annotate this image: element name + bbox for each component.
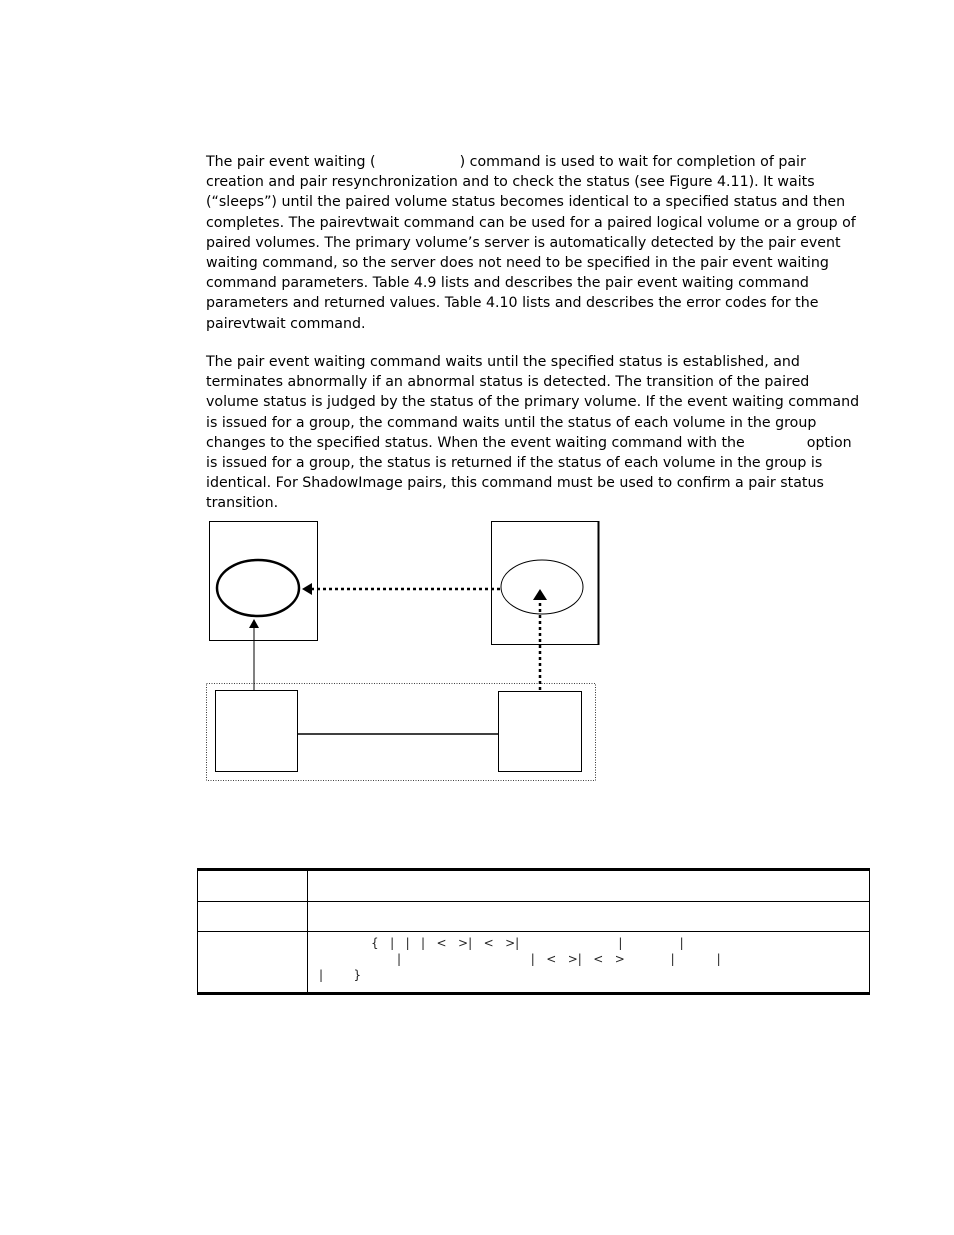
storage-subsystem-dotted-box <box>207 684 596 781</box>
table-column-divider <box>307 868 308 995</box>
paragraph-text: option is issued for a group, the status is returned if the status of each volume in the group is identical. For ShadowImage pairs, this command must be used to confirm a pair status transition. <box>206 434 852 512</box>
paragraph-text: The pair event waiting command waits until the specified status is established, and terminates abnormally if an abnormal status is detected. The transition of the paired volume status is judged by the status of the primary volume. If the event waiting command is issued for a group, the command waits until the status of each volume in the group changes to the specified status. When the event waiting command with the <box>206 354 860 451</box>
arrowhead-left <box>302 583 312 595</box>
arrowhead-up <box>533 589 547 600</box>
paragraph-text: ) command is used to wait for completion of pair creation and pair resynchronization and to check the status (see Figure 4.11). It waits (“sleeps”) until the paired volume status becomes identical to a specified status and then completes. The pairevtwait command can be used for a paired logical volume or a group of paired volumes. The primary volume’s server is automatically detected by the pair event waiting command, so the server does not need to be specified in the pair event waiting command parameters. Table 4.9 lists and describes the pair event waiting command parameters and returned values. Table 4.10 lists and describes the error codes for the pairevtwait command. <box>206 154 856 332</box>
table-row-divider <box>197 931 870 932</box>
paragraph-text: The pair event waiting ( <box>206 154 376 170</box>
table-bottom-border <box>197 992 870 995</box>
right-storage-box <box>499 692 582 772</box>
table-top-border <box>197 868 870 871</box>
syntax-line: { | | | < >| < >| | | <box>371 936 684 950</box>
left-host-box <box>210 522 318 641</box>
left-storage-box <box>216 691 298 772</box>
syntax-line: | | < >| < > | | <box>397 952 721 966</box>
arrowhead-up-small <box>249 619 259 628</box>
table-left-border <box>197 868 198 995</box>
syntax-line: | } <box>319 968 362 982</box>
parameters-table <box>197 868 870 995</box>
left-volume-ellipse <box>217 560 299 616</box>
table-right-border <box>869 868 870 995</box>
table-header-divider <box>197 901 870 902</box>
right-volume-ellipse <box>501 560 583 614</box>
